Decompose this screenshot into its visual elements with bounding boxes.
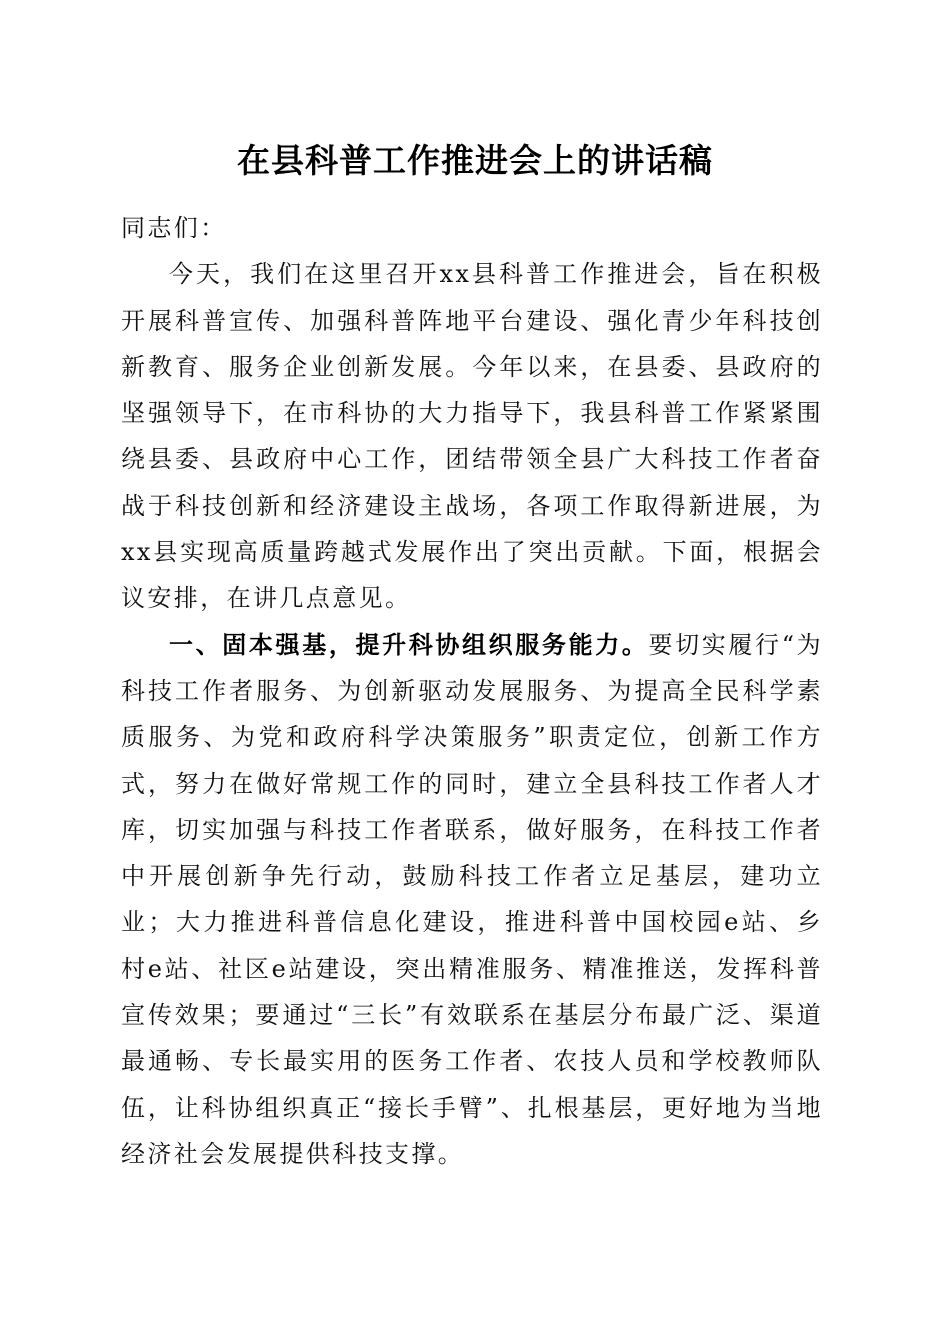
- section-one-heading: 一、固本强基，提升科协组织服务能力。: [169, 630, 649, 659]
- document-body: [121, 205, 823, 1177]
- section-one-paragraph: [121, 622, 823, 1178]
- opening-paragraph: 今天，我们在这里召开xx县科普工作推进会，旨在积极开展科普宣传、加强科普阵地平台建设、强化青少年科技创新教育、服务企业创新发展。今年以来，在县委、县政府的坚强领导下，在市科协的大力指导下，我县科普工作紧紧围绕县委、县政府中心工作，团结带领全县广大科技工作者奋战于科技创新和经济建设主战场，各项工作取得新进展，为xx县实现高质量跨越式发展作出了突出贡献。下面，根据会议安排，在讲几点意见。: [121, 260, 823, 613]
- salutation: 同志们：: [121, 214, 227, 242]
- section-one-body: 要切实履行“为科技工作者服务、为创新驱动发展服务、为提高全民科学素质服务、为党和政府科学决策服务”职责定位，创新工作方式，努力在做好常规工作的同时，建立全县科技工作者人才库，切实加强与科技工作者联系，做好服务，在科技工作者中开展创新争先行动，鼓励科技工作者立足基层，建功立业；大力推进科普信息化建设，推进科普中国校园e站、乡村e站、社区e站建设，突出精准服务、精准推送，发挥科普宣传效果；要通过“三长”有效联系在基层分布最广泛、渠道最通畅、专长最实用的医务工作者、农技人员和学校教师队伍，让科协组织真正“接长手臂”、扎根基层，更好地为当地经济社会发展提供科技支撑。: [121, 630, 823, 1168]
- document-title: 在县科普工作推进会上的讲话稿: [237, 141, 713, 180]
